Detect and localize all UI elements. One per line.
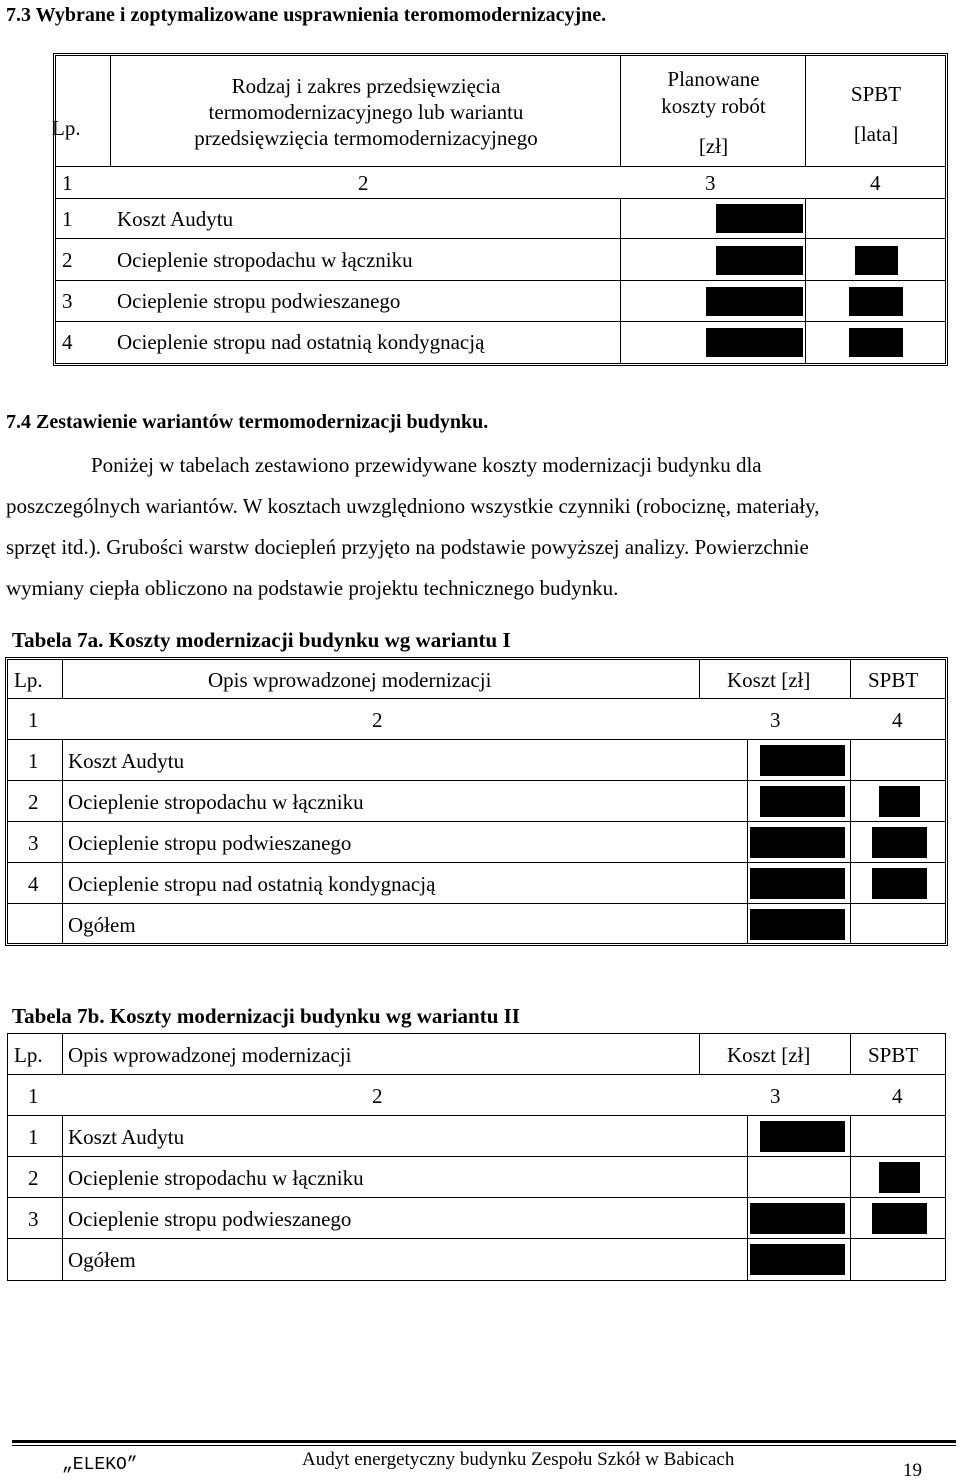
col-number: 3: [770, 1084, 781, 1108]
redacted-value: [750, 909, 845, 940]
table-7b-caption: Tabela 7b. Koszty modernizacji budynku wg wariantu II: [12, 1004, 520, 1028]
redacted-value: [750, 827, 845, 858]
row-lp: 1: [62, 207, 73, 231]
row-lp: 2: [28, 790, 39, 814]
redacted-value: [760, 745, 845, 776]
col-number: 2: [372, 708, 383, 732]
redacted-value: [872, 827, 927, 858]
header-cost-line2: koszty robót: [661, 94, 766, 118]
redacted-value: [760, 1121, 845, 1152]
row-lp: 3: [28, 831, 39, 855]
col-number: 2: [358, 171, 369, 195]
row-desc: Ocieplenie stropu podwieszanego: [68, 1207, 352, 1231]
footer-page-number: 19: [903, 1460, 922, 1481]
header-lp: Lp.: [14, 668, 43, 692]
col-number: 4: [892, 708, 903, 732]
header-desc-line3: przedsięwzięcia termomodernizacyjnego: [194, 126, 538, 150]
footer-title: Audyt energetyczny budynku Zespołu Szkół w Babicach: [302, 1449, 735, 1470]
row-lp: 1: [28, 1125, 39, 1149]
header-desc-line1: Rodzaj i zakres przedsięwzięcia: [231, 74, 501, 98]
row-desc: Ocieplenie stropodachu w łączniku: [68, 1166, 364, 1190]
paragraph-line: poszczególnych wariantów. W kosztach uwzględniono wszystkie czynniki (robociznę, materiały,: [6, 494, 820, 518]
redacted-value: [716, 246, 803, 275]
row-lp: 2: [28, 1166, 39, 1190]
row-total: Ogółem: [68, 1248, 136, 1272]
row-desc: Koszt Audytu: [117, 207, 234, 231]
header-cost-unit: [zł]: [698, 134, 729, 158]
row-desc: Ocieplenie stropu nad ostatnią kondygnacją: [117, 330, 485, 354]
row-lp: 1: [28, 749, 39, 773]
col-number: 1: [28, 1084, 39, 1108]
header-lp: Lp.: [14, 1043, 43, 1067]
header-cost: Koszt [zł]: [727, 668, 811, 692]
row-desc: Ocieplenie stropu podwieszanego: [68, 831, 352, 855]
header-desc: Opis wprowadzonej modernizacji: [208, 668, 492, 692]
header-desc: Opis wprowadzonej modernizacji: [68, 1043, 352, 1067]
table-7a-caption: Tabela 7a. Koszty modernizacji budynku wg wariantu I: [12, 628, 511, 652]
row-desc: Koszt Audytu: [68, 1125, 185, 1149]
footer-rule: [12, 1440, 956, 1443]
row-desc: Ocieplenie stropodachu w łączniku: [68, 790, 364, 814]
redacted-value: [750, 1203, 845, 1234]
header-spbt: SPBT: [868, 1043, 919, 1067]
redacted-value: [706, 287, 803, 316]
footer-rule-thin: [12, 1445, 956, 1446]
col-number: 3: [770, 708, 781, 732]
row-lp: 4: [62, 330, 73, 354]
paragraph-line: sprzęt itd.). Grubości warstw dociepleń przyjęto na podstawie powyższej analizy. Powierzchnie: [6, 535, 809, 559]
header-spbt: SPBT: [868, 668, 919, 692]
header-cost: Koszt [zł]: [727, 1043, 811, 1067]
redacted-value: [872, 1203, 927, 1234]
row-desc: Ocieplenie stropu nad ostatnią kondygnacją: [68, 872, 436, 896]
header-cost-line1: Planowane: [667, 67, 760, 91]
section-7-3-heading: 7.3 Wybrane i zoptymalizowane usprawnienia teromomodernizacyjne.: [6, 4, 607, 26]
row-lp: 3: [62, 289, 73, 313]
row-lp: 3: [28, 1207, 39, 1231]
footer-company: „ELEKO”: [62, 1455, 138, 1475]
row-lp: 2: [62, 248, 73, 272]
col-number: 4: [870, 171, 881, 195]
redacted-value: [760, 786, 845, 817]
redacted-value: [855, 246, 898, 275]
paragraph-line: wymiany ciepła obliczono na podstawie projektu technicznego budynku.: [6, 576, 619, 600]
row-desc: Ocieplenie stropu podwieszanego: [117, 289, 401, 313]
redacted-value: [849, 287, 903, 316]
redacted-value: [750, 868, 845, 899]
row-total: Ogółem: [68, 913, 136, 937]
row-desc: Koszt Audytu: [68, 749, 185, 773]
row-lp: 4: [28, 872, 39, 896]
redacted-value: [849, 328, 903, 357]
header-lp: Lp.: [52, 116, 81, 140]
col-number: 4: [892, 1084, 903, 1108]
header-spbt-unit: [lata]: [853, 122, 899, 146]
redacted-value: [706, 328, 803, 357]
col-number: 1: [62, 171, 73, 195]
redacted-value: [750, 1244, 845, 1275]
row-desc: Ocieplenie stropodachu w łączniku: [117, 248, 413, 272]
col-number: 1: [28, 708, 39, 732]
redacted-value: [879, 1162, 920, 1193]
paragraph-line: Poniżej w tabelach zestawiono przewidywane koszty modernizacji budynku dla: [91, 453, 762, 477]
col-number: 3: [705, 171, 716, 195]
header-desc-line2: termomodernizacyjnego lub wariantu: [208, 100, 524, 124]
header-spbt: SPBT: [850, 82, 902, 106]
redacted-value: [872, 868, 927, 899]
redacted-value: [879, 786, 920, 817]
section-7-4-heading: 7.4 Zestawienie wariantów termomodernizacji budynku.: [6, 411, 489, 433]
col-number: 2: [372, 1084, 383, 1108]
redacted-value: [716, 204, 803, 233]
